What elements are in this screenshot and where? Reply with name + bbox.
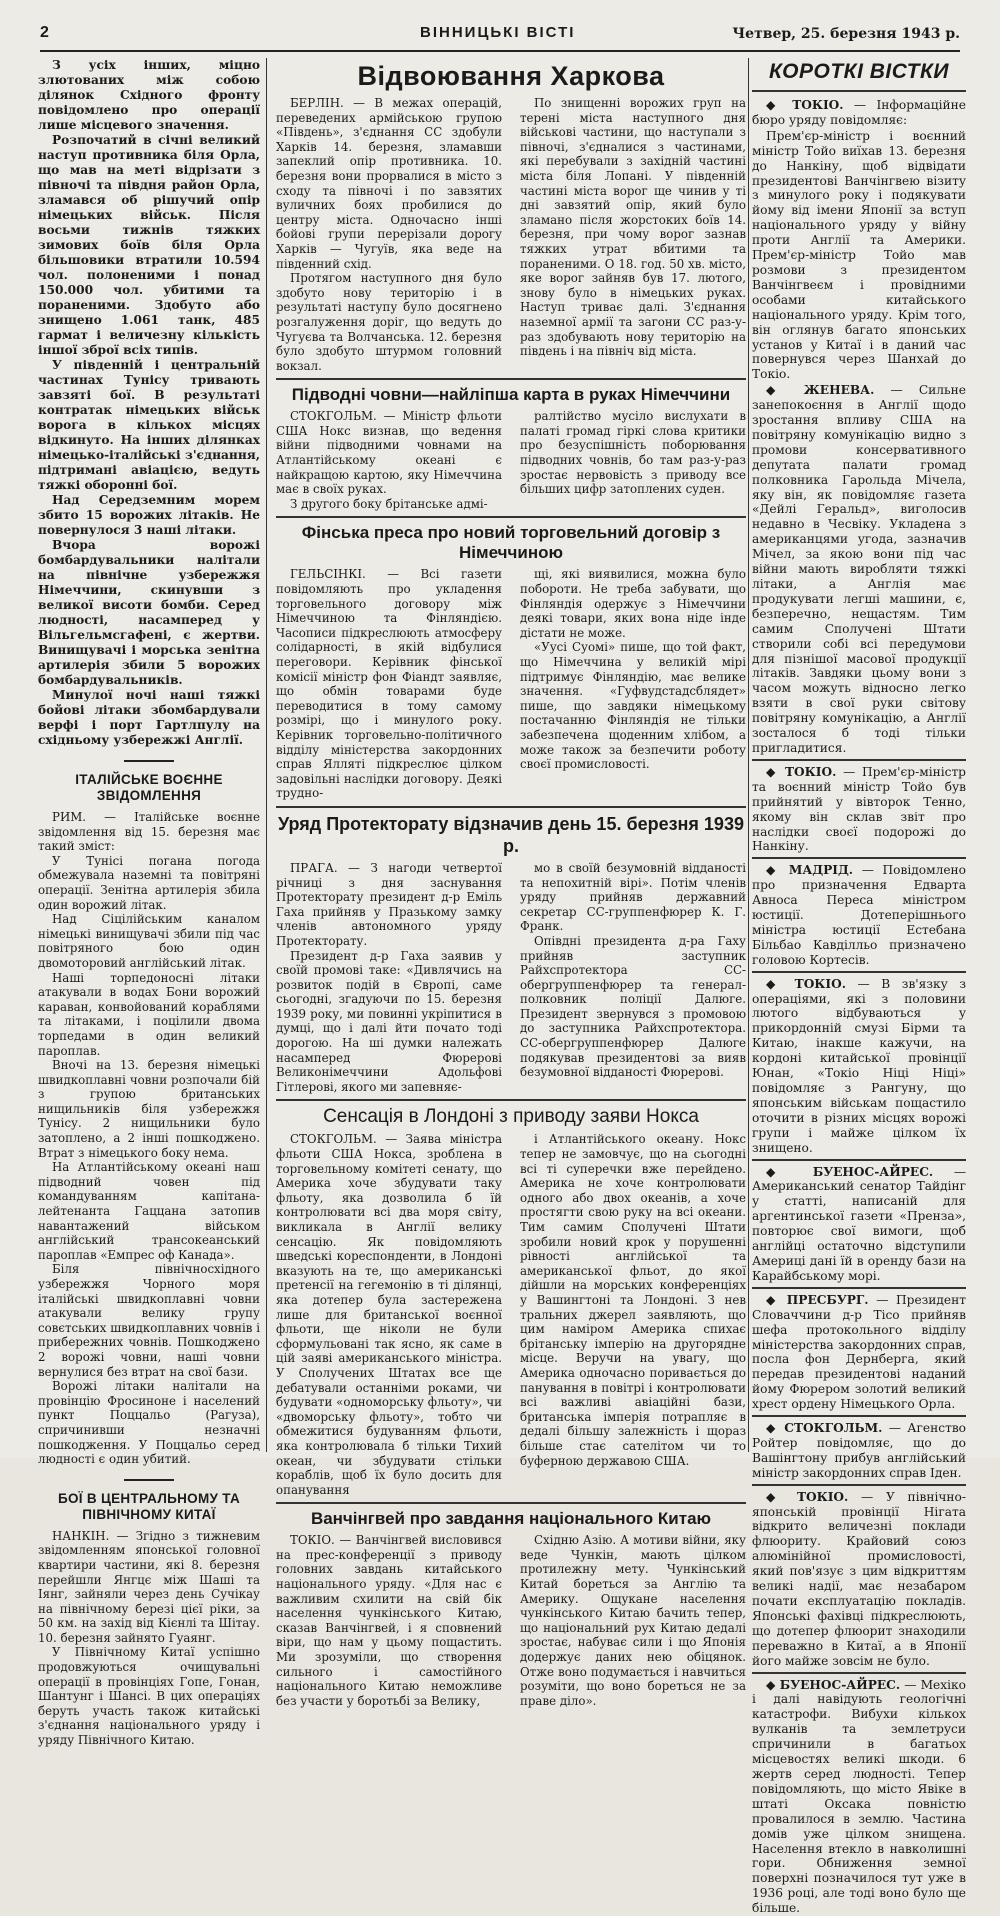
news-city: ЖЕНЕВА.: [803, 383, 875, 398]
wang-article: [276, 1533, 746, 1708]
diamond-bullet-icon: ◆: [766, 976, 795, 991]
center-column: [276, 58, 746, 1708]
news-city: ТОКІО.: [784, 764, 837, 779]
article-paragraph: Протягом наступного дня було здобуто нову територію і в результаті наступу було досягнено розгалуження доріг, що ведуть до Чугуєва та Волчанська. 12. березня було здобуто штурмом головний вокзал.: [276, 271, 502, 373]
finnish-headline: Фінська преса про новий торговельний договір з Німеччиною: [301, 523, 721, 563]
diamond-bullet-icon: ◆: [766, 764, 785, 779]
separator: [124, 760, 174, 762]
news-divider: [752, 1672, 966, 1674]
article-column: [276, 409, 502, 511]
news-divider: [752, 1415, 966, 1417]
article-paragraph: щі, які виявилися, можна було побороти. Не треба забувати, що Фінляндія одержує з Німеччини деякі товари, яких вона ніде інде дістати не може.: [520, 567, 746, 640]
news-city: ТОКІО.: [796, 1489, 849, 1504]
news-city: МАДРІД.: [788, 863, 854, 878]
article-paragraph: ГЕЛЬСІНКІ. — Всі газети повідомляють про укладення торговельного договору між Німеччиною та Фінляндією. Часописи підкреслюють атмосферу солідарності, в якій відбулися переговори. Керівник фінської комісії міністр фон Фіандт заявляє, що обмін товарами буде переводитися в тому самому розмірі, що і минулого року. Керівник торговельно-політичного відділу міністерства закордонних справ Ялляті підкреслює цілком задовільні наслідки договору. Деякі трудно-: [276, 567, 502, 801]
diamond-bullet-icon: ◆: [766, 1421, 785, 1436]
italian-report: [38, 810, 260, 1467]
article-paragraph: У Тунісі погана погода обмежувала наземні та повітряні операції. Зенітна артилерія збила один ворожий літак.: [38, 853, 260, 912]
page-header: [40, 22, 960, 52]
news-divider: [752, 857, 966, 859]
article-column: [520, 96, 746, 373]
news-text: У північно-японській провінції Нігата відкрито величезні поклади флюориту. Крайовий союз алюмінійної промисловості, який пов'язує з цим відкриттям великі надії, має незабаром почати експлуатацію покладів. Японські фахівці підкреслюють, що дотепер флюорит знаходили переважно в Китаї, а в Японії його майже зовсім не було.: [752, 1489, 967, 1668]
diamond-bullet-icon: ◆: [766, 1489, 797, 1504]
news-text: Мехіко і далі навідують геологічні катастрофи. Вибухи кількох вулканів та землетруси спричинили в багатьох місцевостях великі шкоди. 6 жертв серед людності. Тепер повідомляють, що місто Явіке в штаті Оксака повністю провалилося в землю. Частина домів уже цілком знищена. Населення втекло в навколишні гори. Обниження земної поверхні позначилося тут уже в 1936 році, але тоді воно було ще більше.: [752, 1677, 966, 1916]
article-column: [276, 96, 502, 373]
front-report: [38, 58, 260, 748]
article-paragraph: Опівдні президента д-ра Гаху прийняв заступник Райхспротектора СС-обергруппенфюрер та генерал-полковник поліції Далюге. Президент звернувся з промовою до заступника Райхспротектора. СС-обергруппенфюрер Далюге подякував президентові за вияв безумовної відданості Фюрерові.: [520, 933, 746, 1080]
article-paragraph: Розпочатий в січні великий наступ противника біля Орла, що мав на меті відрізати з півночі та півдня район Орла, зламався об рішучий опір німецьких військ. Після восьми тижнів тяжких зимових боїв біля Орла більшовики втратили 10.594 чол. полоненими і понад 150.000 чол. убитими та пораненими. Здобуто або знищено 1.061 танк, 485 гармат і величезну кількість іншої зброї всіх типів.: [38, 133, 260, 357]
news-text: Президент Словаччини д-р Тісо прийняв шефа протокольного відділу міністерства закордонних справ, посла фон Дернберга, який передав президентові наданий йому Фюрером золотий великий хрест ордену Німецького Орла.: [752, 1292, 967, 1412]
short-news-list: [752, 98, 966, 1916]
article-paragraph: Минулої ночі наші тяжкі бойові літаки збомбардували верфі і порт Гартлпулу на східньому узбережжі Англії.: [38, 688, 260, 747]
newspaper-title: ВІННИЦЬКІ ВІСТІ: [420, 24, 576, 41]
article-column: [520, 1132, 746, 1497]
article-column: [276, 567, 502, 801]
dash-separator: —: [882, 1421, 908, 1436]
news-text: Інформаційне бюро уряду повідомляє:: [752, 98, 966, 127]
dash-separator: —: [868, 1292, 897, 1307]
page-number: 2: [40, 24, 49, 41]
news-item: [752, 1490, 966, 1669]
news-city: СТОКГОЛЬМ.: [784, 1421, 883, 1436]
article-divider: [276, 806, 746, 808]
article-divider: [276, 1099, 746, 1101]
left-column: [38, 58, 260, 1748]
issue-date: Четвер, 25. березня 1943 р.: [732, 26, 960, 42]
dash-separator: —: [874, 383, 919, 398]
article-paragraph: Наші торпедоносні літаки атакували в водах Бони ворожий караван, конвойований кораблями та літаками, і поцілили двома торпедами в один великий пароплав.: [38, 970, 260, 1058]
diamond-bullet-icon: ◆: [766, 1677, 780, 1692]
article-column: [276, 861, 502, 1095]
protectorate-headline: Уряд Протекторату відзначив день 15. березня 1939 р.: [278, 813, 744, 856]
diamond-bullet-icon: ◆: [766, 1164, 813, 1179]
article-paragraph: ТОКІО. — Ванчінгвей висловився на прес-конференції з приводу головних завдань китайського національного уряду. «Для нас є важливим схилити на свій бік населення чункінського Китаю, сказав Ванчінгвей, і я сповнений віри, що нам у цьому пощастить. Ми зрозуміли, що створення сильного і самостійного національного Китаю неможливе без участи у боротьбі за Велику,: [276, 1533, 502, 1708]
diamond-bullet-icon: ◆: [766, 863, 789, 878]
news-item: [752, 977, 966, 1156]
news-text: Американський сенатор Тайдінг у статті, написаній для аргентинської газети «Пренза», повторює свої вимоги, щоб англійці остаточно відступили Америці дані їй в оренду бази на Карайбському морі.: [752, 1179, 966, 1283]
news-item: [752, 1165, 966, 1284]
article-paragraph: З другого боку брітанське адмі-: [290, 496, 488, 511]
article-paragraph: У південній і центральній частинах Тунісу тривають завзяті бої. В результаті контратак німецьких військ ворога в кількох місцях відкинуто. На інших ділянках німецько-італійські з'єднання, підтримані авіацією, ведуть тяжкі оборонні бої.: [38, 358, 260, 492]
dash-separator: —: [845, 976, 882, 991]
italian-report-title: ІТАЛІЙСЬКЕ ВОЄННЕ ЗВІДОМЛЕННЯ: [75, 772, 223, 803]
news-item: [752, 98, 966, 128]
submarines-headline: Підводні човни—найліпша карта в руках Німеччини: [291, 385, 731, 405]
article-paragraph: ПРАГА. — З нагоди четвертої річниці з дня заснування Протекторату президент д-р Еміль Гаха прийняв у Празькому замку членів автономного уряду Протекторату.: [276, 860, 502, 948]
news-text: Прем'єр-міністр та воєнний міністр Тойо був прийнятий у вівторок Тенно, якому він склав звіт про наслідки своєї подорожі до Нанкіну.: [752, 764, 966, 854]
article-paragraph: мо в своїй безумовній відданості та непохитній вірі». Потім членів уряду прийняв державний секретар СС-группенфюрер К. Г. Франк.: [520, 860, 746, 934]
article-paragraph: Східню Азію. А мотиви війни, яку веде Чункін, мають цілком протилежну мету. Чункінський Китай бореться за Англію та Америку. Ощукане населення чункінського Китаю бачить тепер, що національний рух Китаю дедалі зростає, набуває сили і що Японія додержує даних нею обіцянок. Отже воно подумається і навчиться розуміти, що воно бореться не за праве діло».: [520, 1533, 746, 1708]
news-item: [752, 1293, 966, 1412]
news-divider: [752, 971, 966, 973]
article-paragraph: СТОКГОЛЬМ. — Заява міністра фльоти США Нокса, зроблена в торговельному комітеті сенату, що Америка хоче збудувати таку фльоту, яка дозволила б їй контролювати всі два моря світу, викликала в Англії велику сенсацію. Як повідомляють шведські кореспонденти, в Лондоні вказують на те, що американські претенсії на гегемонію в ті ділянці, яка дотепер була застережена лише для британської воєнної фльоти, ще ніколи не були сформульовані так ясно, як саме в цій заяві американського міністра. У Сполучених Штатах все ще дебатували останніми роками, чи будувати «одноморську фльоту», чи «двоморську фльоту», тобто чи обмежитися будуванням фльоти, яка контролювала б тільки Тихий океан, чи збудувати стільки кораблів, щоб їх було досить для опанування: [276, 1132, 502, 1497]
dash-separator: —: [848, 1489, 886, 1504]
article-column: [520, 567, 746, 801]
news-item: [752, 1678, 966, 1916]
china-report: [38, 1529, 260, 1748]
news-text: Повідомлено про призначення Едварта Авноса Переса міністром юстиції. Дотеперішнього міністра юстиції Естебана Більбао Кавділльо призначено головою Кортесів.: [752, 863, 967, 967]
dash-separator: —: [843, 98, 877, 112]
short-news-title: КОРОТКІ ВІСТКИ: [752, 60, 966, 92]
column-divider: [266, 58, 267, 1452]
article-paragraph: Вночі на 13. березня німецькі швидкоплавні човни розпочали бій з групою британських нищильників біля узбережжя Тунісу. 2 нищильники було затоплено, а 2 інші пошкоджено. Втрат з німецького боку нема.: [38, 1058, 260, 1160]
article-paragraph: НАНКІН. — Згідно з тижневим звідомленням японської головної квартири частини, які 8. березня перейшли Янгцє між Шаші та Іянг, зайняли через день Сучікау на північному березі цієї ріки, за 50 км. на захід від Кієнлі та Шітау. 10. березня зайнято Гуаянг.: [38, 1528, 260, 1645]
china-report-title: БОЇ В ЦЕНТРАЛЬНОМУ ТА ПІВНІЧНОМУ КИТАЇ: [57, 1490, 241, 1522]
news-text: Агенство Ройтер повідомляє, що до Вашінгтону прибув англійський міністр закордонних справ Іден.: [752, 1421, 967, 1480]
article-column: [520, 1533, 746, 1708]
news-city: ТОКІО.: [794, 976, 846, 991]
diamond-bullet-icon: ◆: [766, 98, 793, 112]
news-text: В зв'язку з операціями, які з половини лютого відбуваються у прикордонній смузі Бірми та Китаю, інакше кажучи, на кордоні китайської провінції Юнан, «Токіо Ніці Ніці» повідомляє з Рангуну, що японським військам пощастило оточити в різних місцях ворожі групи і майже цілком їх знищено.: [752, 976, 966, 1155]
article-paragraph: «Уусі Суомі» пише, що той факт, що Німеччина у великій мірі підтримує Фінляндію, має велике значення. «Гуфвудстадсблядет» пише, що завдяки німецькому постачанню Фінляндія не тільки забезпечена щоденним хлібом, а може також за безпечити роботу своєї промисловості.: [520, 640, 746, 772]
article-paragraph: і Атлантійського океану. Нокс тепер не замовчує, що на сьогодні всі ті суперечки вже перейдено. Америка не хоче контролювати одного або двох океанів, а хоче простягти свою руку на всі океани. Тим самим Сполучені Штати зробили новий крок у порушенні рівності англійської та американської фльот, до якої дійшли на морських конференціях у Вашингтоні та Лондоні. З нев тральних джерел заявляють, що цим наміром Америка спихає брітанську імперію на другорядне місце. Веручи на увагу, що Америка одночасно поривається до панування в повітрі і контролювати всі важливі авіаційні бази, британська імперія потрапляє в дедалі більшу залежність і щораз більше стає сателітом чи то буферною державою США.: [520, 1132, 746, 1468]
news-item: [752, 129, 966, 382]
news-item: [752, 863, 966, 967]
kharkiv-headline: Відвоювання Харкова: [357, 61, 665, 91]
news-city: БУЕНОС-АЙРЕС.: [779, 1677, 901, 1692]
separator: [124, 1479, 174, 1481]
news-divider: [752, 1159, 966, 1161]
article-paragraph: Президент д-р Гаха заявив у своїй промові таке: «Дивлячись на розвиток подій в Європі, саме сьогодні, згадуючи по 15. березня 1939 року, ми повинні укріпитися в думці, що і далі йти почато тоді дорогою. На ші думки належать насамперед Фюрерові Великонімеччини Адольфові Гітлерові, якого ми запевняє-: [276, 948, 502, 1094]
article-paragraph: Ворожі літаки налітали на провінцію Фросиноне і населений пункт Поццальо (Рагуза), спричинивши незначні пошкодження. У Поццальо серед людності є один убитий.: [38, 1379, 260, 1467]
news-city: ПРЕСБУРГ.: [786, 1292, 869, 1307]
wang-headline: Ванчінгвей про завдання національного Китаю: [310, 1509, 712, 1529]
diamond-bullet-icon: ◆: [766, 1292, 787, 1307]
submarines-article: [276, 409, 746, 511]
article-paragraph: ралтійство мусіло вислухати в палаті громад гіркі слова критики про безуспішність поборювання підводних човнів, бо там раз-у-раз зростає нервовість з приводу все більших цифр затоплених суден.: [520, 409, 746, 497]
london-article: [276, 1132, 746, 1497]
article-paragraph: Над Сіцілійським каналом німецькі винищувачі збили під час повітряного бою один двомоторовий англійський літак.: [38, 912, 260, 970]
article-paragraph: Біля північносхідного узбережжя Чорного моря італійські швидкоплавні човни атакували велику групу совєтських швидкоплавних човнів і прибережних човнів. Пошкоджено 2 ворожі човни, наші човни вернулися без втрат на свої бази.: [38, 1262, 260, 1379]
news-item: [752, 1421, 966, 1481]
article-paragraph: БЕРЛІН. — В межах операцій, переведених армійською групою «Південь», з'єднання СС здобули Харків 14. березня, зламавши запеклий опір противника. 10. березня вони прорвалися в місто з сходу та півночі і по завзятих вуличних боях пробилися до центру міста. Одночасно інші бойові групи перерізали дорогу Харків — Чугуїв, яка веде на південний схід.: [276, 96, 502, 271]
dash-separator: —: [836, 764, 862, 779]
article-divider: [276, 378, 746, 380]
protectorate-article: [276, 861, 746, 1095]
finnish-article: [276, 567, 746, 801]
news-item: [752, 383, 966, 756]
article-paragraph: З усіх інших, міцно злютованих між собою ділянок Східного фронту повідомлено про операції лише місцевого значення.: [38, 58, 260, 132]
right-column: [752, 58, 967, 1916]
article-paragraph: РИМ. — Італійське воєнне звідомлення від 15. березня має такий зміст:: [38, 810, 260, 854]
kharkiv-article: [276, 96, 746, 373]
news-text: Сильне занепокоєння в Англії щодо зростання впливу США на повітряну комунікацію видно з промови консервативного депутата палати громад полковника Гарольда Мічела, яку він, як повідомляє газета «Дейлі Геральд», виголосив недавно в Чесвіку. Укладена з американцями угода, зазначив Мічел, за якою вони під час війни мають виробляти тяжкі літаки, а Англія має продукувати легші машини, є, безперечно, нещастям. Тим самим Сполучені Штати створили собі всі передумови для пізнішої масової продукції літаків. Завдяки цьому вони з часом можуть відносно легко взяти в свої руки світову повітряну комунікацію, а Англії зосталося б тоді тільки пригладитися.: [752, 383, 967, 755]
article-paragraph: СТОКГОЛЬМ. — Міністр фльоти США Нокс визнав, що ведення війни підводними човнами на Атлантійському океані є найкращою картою, яку Німеччина має в своїх руках.: [276, 409, 502, 497]
article-paragraph: На Атлантійському океані наш підводний човен під командуванням капітана-лейтенанта Гаццана затопив навантажений військом англійський трансокеанський пароплав «Емпрес оф Канада».: [38, 1160, 260, 1262]
article-divider: [276, 516, 746, 518]
news-divider: [752, 1287, 966, 1289]
column-divider: [748, 58, 749, 1452]
article-paragraph: По знищенні ворожих груп на терені міста наступного дня військові частини, що наступали з півночі, з'єдналися з частинами, які перебували з західній частині міста біля Лопані. У південній частині міста ворог ще чинив у ті дні завзятий опір, який було зламано після жорстоких боїв 14. березня, при чому ворог зазнав тяжких утрат вбитими та пораненими. О 18. год. 50 хв. місто, яке ворог зайняв був 17. лютого, знову було в німецьких руках. Наступ триває далі. З'єднання наземної армії та загони СС раз-у-раз здобувають нову територію на південь і на північ від міста.: [520, 96, 746, 359]
news-divider: [752, 759, 966, 761]
article-column: [276, 1132, 502, 1497]
article-paragraph: Над Середземним морем збито 15 ворожих літаків. Не повернулося 3 наші літаки.: [38, 493, 260, 537]
news-city: БУЕНОС-АЙРЕС.: [812, 1164, 934, 1179]
news-divider: [752, 1484, 966, 1486]
article-paragraph: Вчора ворожі бомбардувальники налітали на північне узбережжя Німеччини, скинувши з великої висоти бомби. Серед людності, насамперед у Вільгельмсгафені, є жертви. Винищувачі і морська зенітна артилерія збили 5 ворожих бомбардувальників.: [38, 538, 260, 687]
news-city: ТОКІО.: [792, 98, 844, 112]
news-item: [752, 765, 966, 854]
article-column: [276, 1533, 502, 1708]
article-column: [520, 861, 746, 1095]
dash-separator: —: [853, 863, 883, 878]
diamond-bullet-icon: ◆: [766, 383, 804, 398]
news-text: Прем'єр-міністр і воєнний міністр Тойо виїхав 13. березня до Нанкіну, щоб відвідати президентові Ванчінгвею візиту з минулого року і подякувати йому від імени Японії за вступ національного уряду у війну проти Англії та Америки. Прем'єр-міністр Тойо мав розмови з президентом Ванчінгвеєм і провідними особами китайського національного уряду. Крім того, він оглянув багато японських установ у Китаї і в даний час повернувся через Шанхай до Токіо.: [752, 128, 966, 382]
london-headline: Сенсація в Лондоні з приводу заяви Нокса: [323, 1106, 699, 1128]
dash-separator: —: [900, 1677, 921, 1692]
article-divider: [276, 1502, 746, 1504]
article-paragraph: У Північному Китаї успішно продовжуються очищувальні операції в провінціях Гопе, Гонан, Шантунг і Шансі. В цих операціях беруть участь також китайські з'єднання національного уряду і уряду Північного Китаю.: [38, 1645, 260, 1748]
article-column: [520, 409, 746, 511]
dash-separator: —: [933, 1164, 967, 1179]
